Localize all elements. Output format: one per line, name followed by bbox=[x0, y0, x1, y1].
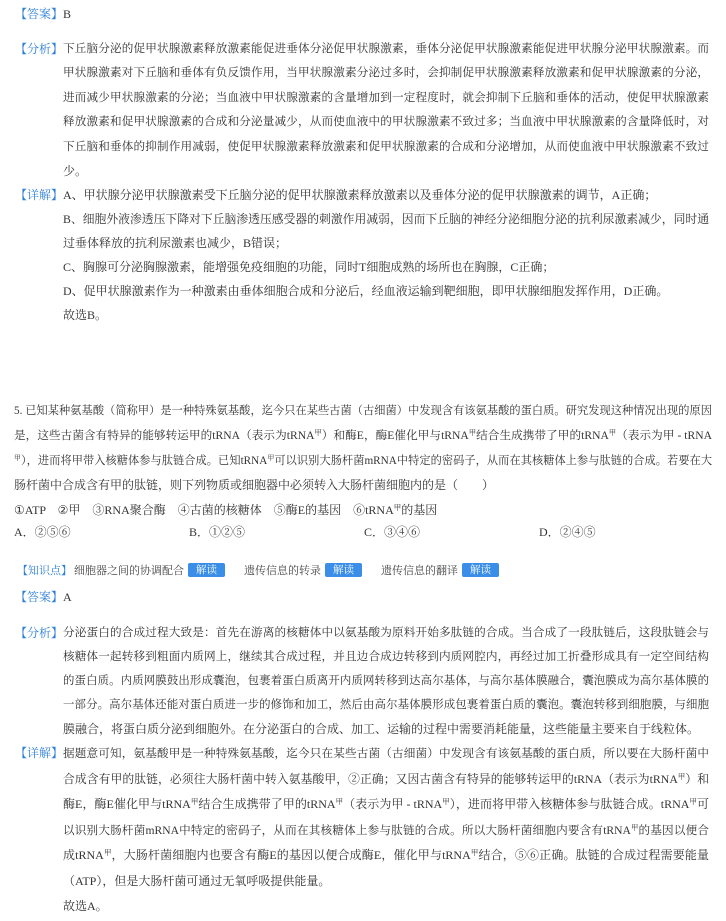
text-line: （ATP），但是大肠杆菌可通过无氧呼吸提供能量。 bbox=[63, 873, 331, 888]
text-line: 下丘脑和垂体的抑制作用减弱，使促甲状腺激素释放激素和促甲状腺激素的合成和分泌增加，从而使血液中甲状腺激素不致过 bbox=[63, 139, 709, 153]
text-line: 过垂体释放的抗利尿激素也减少，B错误； bbox=[63, 236, 288, 251]
option-c[interactable]: C．③④⑥ bbox=[364, 525, 421, 539]
answer-value: A bbox=[63, 590, 72, 604]
text-line: 故选B。 bbox=[63, 308, 108, 323]
detail-label: 【详解】 bbox=[15, 746, 64, 760]
superscript-mark: 甲 bbox=[442, 797, 450, 807]
text-line: 分泌蛋白的合成过程大致是：首先在游离的核糖体中以氨基酸为原料开始多肽链的合成。当合成了一段肽链后，这段肽链会与 bbox=[63, 626, 709, 639]
text-line bbox=[63, 767, 709, 793]
superscript-mark: 甲 bbox=[267, 454, 275, 463]
superscript-mark: 甲 bbox=[608, 429, 617, 438]
text-run: 合成含有甲的肽链，必须往大肠杆菌中转入氨基酸甲，②正确；又因古菌含有特异的能够转运甲的tRNA（表示为tRNA bbox=[63, 771, 678, 786]
text-run: 的基因 bbox=[401, 503, 438, 518]
superscript-mark: 甲 bbox=[630, 823, 639, 832]
text-line: D、促甲状腺激素作为一种激素由垂体细胞合成和分泌后，经血液运输到靶细胞，即甲状腺细胞发挥作用，D正确。 bbox=[63, 284, 669, 299]
text-run: ，大肠杆菌细胞内也要含有酶E的基因以便合成酶E，催化甲与tRNA bbox=[111, 848, 471, 862]
text-run: 结合，⑤⑥正确。肽链的合成过程需要能量 bbox=[478, 848, 709, 862]
superscript-mark: 甲 bbox=[190, 797, 199, 807]
knowledge-points-row bbox=[0, 561, 726, 579]
text-line: 的蛋白质。内质网膜鼓出形成囊泡，包裹着蛋白质离开内质网转移到达高尔基体，与高尔基体膜融合，囊泡膜成为高尔基体膜的 bbox=[63, 675, 709, 687]
text-run: 的基因以便合 bbox=[638, 823, 709, 837]
text-line: 下丘脑分泌的促甲状腺激素释放激素能促进垂体分泌促甲状腺激素，垂体分泌促甲状腺激素能促进甲状腺分泌甲状腺激素。而 bbox=[63, 42, 709, 55]
superscript-mark: 甲 bbox=[393, 503, 402, 513]
text-line: 核糖体一起转移到粗面内质网上，继续其合成过程，并且边合成边转移到内质网腔内，再经过加工折叠形成具有一定空间结构 bbox=[63, 650, 709, 663]
answer-label: 【答案】 bbox=[15, 7, 64, 21]
superscript-mark: 甲 bbox=[314, 429, 322, 438]
text-run: （表示为甲 - tRNA bbox=[343, 797, 443, 811]
text-line: B、细胞外液渗透压下降对下丘脑渗透压感受器的刺激作用减弱，因而下丘脑的神经分泌细胞分泌的抗利尿激素减少，同时通 bbox=[63, 212, 709, 227]
detail-text bbox=[63, 183, 709, 328]
text-line bbox=[63, 843, 709, 869]
text-line: 故选A。 bbox=[63, 899, 108, 913]
analysis-label: 【分析】 bbox=[15, 42, 64, 56]
detail-text bbox=[63, 741, 709, 920]
text-line: 5. 已知某种氨基酸（简称甲）是一种特殊氨基酸，迄今只在某些古菌（古细菌）中发现含有该氨基酸的蛋白质。研究发现这种情况出现的原因 bbox=[14, 405, 712, 417]
text-run: 以识别大肠杆菌mRNA中特定的密码子，从而在其核糖体上参与肽链的合成。所以大肠杆菌细胞内要含有tRNA bbox=[63, 823, 631, 837]
text-run: ），进而将甲带入核糖体参与肽链合成。tRNA bbox=[449, 797, 690, 811]
knowledge-point[interactable]: 遗传信息的翻译 bbox=[381, 565, 458, 577]
text-run: 成tRNA bbox=[63, 848, 104, 862]
text-line: 一部分。高尔基体还能对蛋白质进一步的修饰和加工，然后由高尔基体膜形成包裹着蛋白质的囊泡。囊泡转移到细胞膜，与细胞 bbox=[63, 699, 709, 711]
knowledge-points bbox=[17, 561, 518, 579]
text-run: 可 bbox=[697, 797, 709, 811]
text-line: A、甲状腺分泌甲状腺激素受下丘脑分泌的促甲状腺激素释放激素以及垂体分泌的促甲状腺激素的调节，A正确； bbox=[63, 188, 657, 202]
analysis-text bbox=[63, 37, 709, 183]
text-run: 是，这些古菌含有特异的能够转运甲的tRNA（表示为tRNA bbox=[14, 428, 315, 442]
superscript-mark: 甲 bbox=[103, 848, 112, 858]
answer-value: B bbox=[63, 7, 72, 21]
text-run: 结合生成携带了甲的tRNA bbox=[476, 428, 609, 442]
text-line bbox=[14, 449, 712, 474]
interpret-button[interactable]: 解读 bbox=[325, 563, 362, 577]
text-line: 释放激素和促甲状腺激素的合成和分泌量减少，从而使血液中的甲状腺激素不致过多；当血液中甲状腺激素的含量降低时，对 bbox=[63, 115, 709, 129]
option-d[interactable]: D．②④⑤ bbox=[539, 525, 596, 539]
superscript-mark: 甲 bbox=[470, 848, 479, 858]
text-run: ），进而将甲带入核糖体参与肽链合成。已知tRNA bbox=[21, 454, 268, 467]
text-line bbox=[63, 818, 709, 844]
text-line: 少。 bbox=[63, 163, 88, 178]
text-run: （表示为甲 - tRNA bbox=[616, 428, 712, 442]
text-run: 可以识别大肠杆菌mRNA中特定的密码子，从而在其核糖体上参与肽链的合成。若要在大 bbox=[274, 454, 712, 467]
detail-label: 【详解】 bbox=[15, 188, 64, 202]
knowledge-point[interactable]: 细胞器之间的协调配合 bbox=[74, 565, 184, 577]
text-run: ①ATP ②甲 ③RNA聚合酶 ④古菌的核糖体 ⑤酶E的基因 ⑥tRNA bbox=[14, 503, 394, 518]
superscript-mark: 甲 bbox=[689, 797, 698, 807]
text-line: 肠杆菌中合成含有甲的肽链，则下列物质或细胞器中必须转入大肠杆菌细胞内的是（ ） bbox=[14, 478, 495, 493]
option-b[interactable]: B．①②⑤ bbox=[189, 525, 246, 539]
question-text bbox=[14, 399, 712, 523]
text-line: C、胸腺可分泌胸腺激素，能增强免疫细胞的功能，同时T细胞成熟的场所也在胸腺，C正确； bbox=[63, 260, 555, 275]
analysis-label: 【分析】 bbox=[15, 626, 64, 640]
superscript-mark: 甲 bbox=[14, 454, 22, 463]
text-line: 进而减少甲状腺激素的分泌；当血液中甲状腺激素的含量增加到一定程度时，就会抑制下丘脑和垂体的活动，使促甲状腺激素 bbox=[63, 90, 709, 104]
superscript-mark: 甲 bbox=[677, 771, 686, 781]
interpret-button[interactable]: 解读 bbox=[462, 563, 499, 577]
text-line: 膜融合，将蛋白质分泌到细胞外。在分泌蛋白的合成、加工、运输的过程中需要消耗能量，这些能量主要来自于线粒体。 bbox=[63, 722, 700, 736]
text-run: ）和 bbox=[685, 771, 709, 786]
text-run: ）和酶E，酶E催化甲与tRNA bbox=[321, 428, 469, 442]
option-a[interactable]: A．②⑤⑥ bbox=[14, 525, 71, 539]
text-line bbox=[63, 792, 709, 818]
question-5-options bbox=[0, 520, 726, 544]
knowledge-point[interactable]: 遗传信息的转录 bbox=[244, 565, 321, 577]
text-line: 据题意可知，氨基酸甲是一种特殊氨基酸，迄今只在某些古菌（古细菌）中发现含有该氨基酸的蛋白质，所以要在大肠杆菌中 bbox=[63, 747, 709, 760]
text-run: 酶E，酶E催化甲与tRNA bbox=[63, 797, 191, 811]
interpret-button[interactable]: 解读 bbox=[188, 563, 225, 577]
text-run: 结合生成携带了甲的tRNA bbox=[198, 797, 336, 811]
text-line bbox=[14, 424, 712, 449]
text-line: 甲状腺激素对下丘脑和垂体有负反馈作用，当甲状腺激素分泌过多时，会抑制促甲状腺激素释放激素和促甲状腺激素的分泌， bbox=[63, 66, 709, 80]
superscript-mark: 甲 bbox=[335, 797, 344, 807]
answer-label: 【答案】 bbox=[15, 590, 64, 604]
knowledge-label: 【知识点】 bbox=[17, 565, 72, 577]
analysis-text bbox=[63, 621, 709, 741]
superscript-mark: 甲 bbox=[468, 429, 477, 438]
